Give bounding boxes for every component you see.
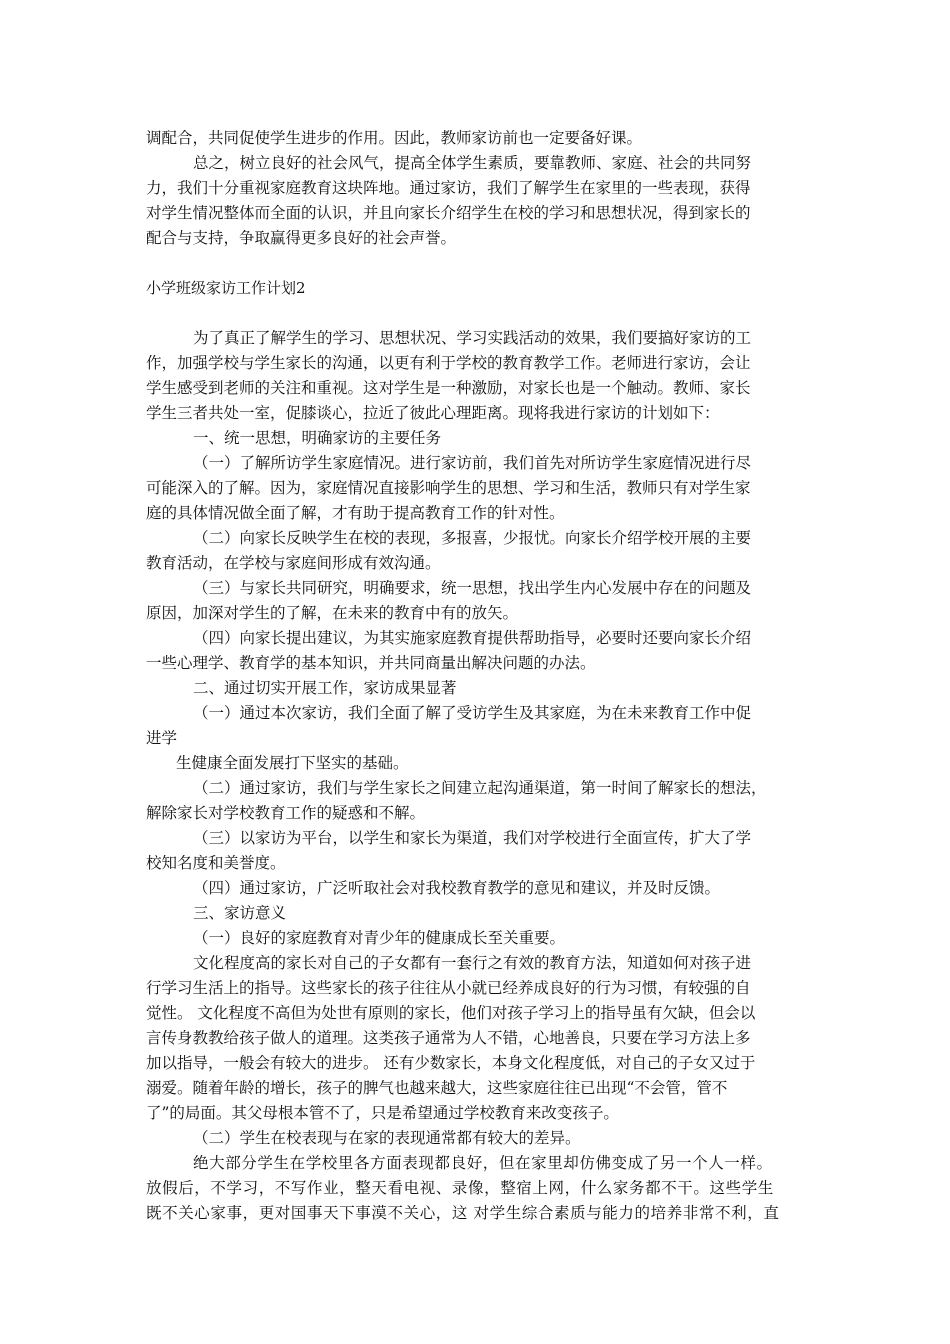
text-line: （一）良好的家庭教育对青少年的健康成长至关重要。 — [193, 929, 566, 947]
text-line: 行学习生活上的指导。这些家长的孩子往往从小就已经养成良好的行为习惯，有较强的自 — [146, 979, 751, 997]
text-line: 既不关心家事，更对国事天下事漠不关心，这 对学生综合素质与能力的培养非常不利，直 — [146, 1204, 780, 1222]
text-line: （二）向家长反映学生在校的表现，多报喜，少报忧。向家长介绍学校开展的主要 — [193, 529, 752, 547]
text-line: 进学 — [146, 729, 178, 747]
text-line: （四）向家长提出建议，为其实施家庭教育提供帮助指导，必要时还要向家长介绍 — [193, 629, 752, 647]
text-line: 放假后，不学习，不写作业，整天看电视、录像，整宿上网，什么家务都不干。这些学生 — [146, 1179, 774, 1197]
text-line: 觉性。 文化程度不高但为处世有原则的家长，他们对孩子学习上的指导虽有欠缺，但会以 — [146, 1004, 756, 1022]
text-line: （二）学生在校表现与在家的表现通常都有较大的差异。 — [193, 1129, 581, 1147]
text-line: （三）以家访为平台，以学生和家长为渠道，我们对学校进行全面宣传，扩大了学 — [193, 829, 752, 847]
text-line: 力，我们十分重视家庭教育这块阵地。通过家访，我们了解学生在家里的一些表现，获得 — [146, 179, 751, 197]
text-line: 了”的局面。其父母根本管不了，只是希望通过学校教育来改变孩子。 — [146, 1104, 619, 1122]
text-line: （四）通过家访，广泛听取社会对我校教育教学的意见和建议，并及时反馈。 — [193, 879, 721, 897]
text-line: 为了真正了解学生的学习、思想状况、学习实践活动的效果，我们要搞好家访的工 — [193, 329, 752, 347]
text-line: 绝大部分学生在学校里各方面表现都良好，但在家里却仿佛变成了另一个人一样。 — [193, 1154, 773, 1172]
text-line: 生健康全面发展打下坚实的基础。 — [176, 754, 409, 772]
text-line: 调配合，共同促使学生进步的作用。因此，教师家访前也一定要备好课。 — [146, 129, 643, 147]
heading-3: 三、家访意义 — [193, 904, 287, 922]
text-line: 加以指导，一般会有较大的进步。 还有少数家长，本身文化程度低，对自己的子女又过于 — [146, 1054, 756, 1072]
text-line: 一些心理学、教育学的基本知识，并共同商量出解决问题的办法。 — [146, 654, 596, 672]
heading-1: 一、统一思想，明确家访的主要任务 — [193, 429, 442, 447]
text-line: 配合与支持，争取赢得更多良好的社会声誉。 — [146, 229, 457, 247]
text-line: 言传身教教给孩子做人的道理。这类孩子通常为人不错，心地善良，只要在学习方法上多 — [146, 1029, 751, 1047]
text-line: 文化程度高的家长对自己的子女都有一套行之有效的教育方法，知道如何对孩子进 — [193, 954, 752, 972]
text-line: 解除家长对学校教育工作的疑惑和不解。 — [146, 804, 426, 822]
heading-2: 二、通过切实开展工作，家访成果显著 — [193, 679, 457, 697]
text-line: 对学生情况整体而全面的认识，并且向家长介绍学生在校的学习和思想状况，得到家长的 — [146, 204, 751, 222]
text-line: （一）了解所访学生家庭情况。进行家访前，我们首先对所访学生家庭情况进行尽 — [193, 454, 752, 472]
text-line: 学生感受到老师的关注和重视。这对学生是一种激励，对家长也是一个触动。教师、家长 — [146, 379, 751, 397]
text-line: 教育活动，在学校与家庭间形成有效沟通。 — [146, 554, 441, 572]
text-line: 原因，加深对学生的了解，在未来的教育中有的放矢。 — [146, 604, 519, 622]
text-line: 作，加强学校与学生家长的沟通，以更有利于学校的教育教学工作。老师进行家访，会让 — [146, 354, 751, 372]
text-line: 庭的具体情况做全面了解，才有助于提高教育工作的针对性。 — [146, 504, 565, 522]
text-line: 可能深入的了解。因为，家庭情况直接影响学生的思想、学习和生活，教师只有对学生家 — [146, 479, 751, 497]
text-line: （二）通过家访，我们与学生家长之间建立起沟通渠道，第一时间了解家长的想法， — [193, 779, 767, 797]
text-line: （三）与家长共同研究，明确要求，统一思想，找出学生内心发展中存在的问题及 — [193, 579, 752, 597]
text-line: 总之，树立良好的社会风气，提高全体学生素质，要靠教师、家庭、社会的共同努 — [193, 154, 752, 172]
text-line: 学生三者共处一室，促膝谈心，拉近了彼此心理距离。现将我进行家访的计划如下： — [146, 404, 720, 422]
text-line: 校知名度和美誉度。 — [146, 854, 286, 872]
text-line: 溺爱。随着年龄的增长，孩子的脾气也越来越大，这些家庭往往已出现“不会管，管不 — [146, 1079, 728, 1097]
section-title: 小学班级家访工作计划2 — [146, 279, 306, 297]
text-line: （一）通过本次家访，我们全面了解了受访学生及其家庭，为在未来教育工作中促 — [193, 704, 752, 722]
